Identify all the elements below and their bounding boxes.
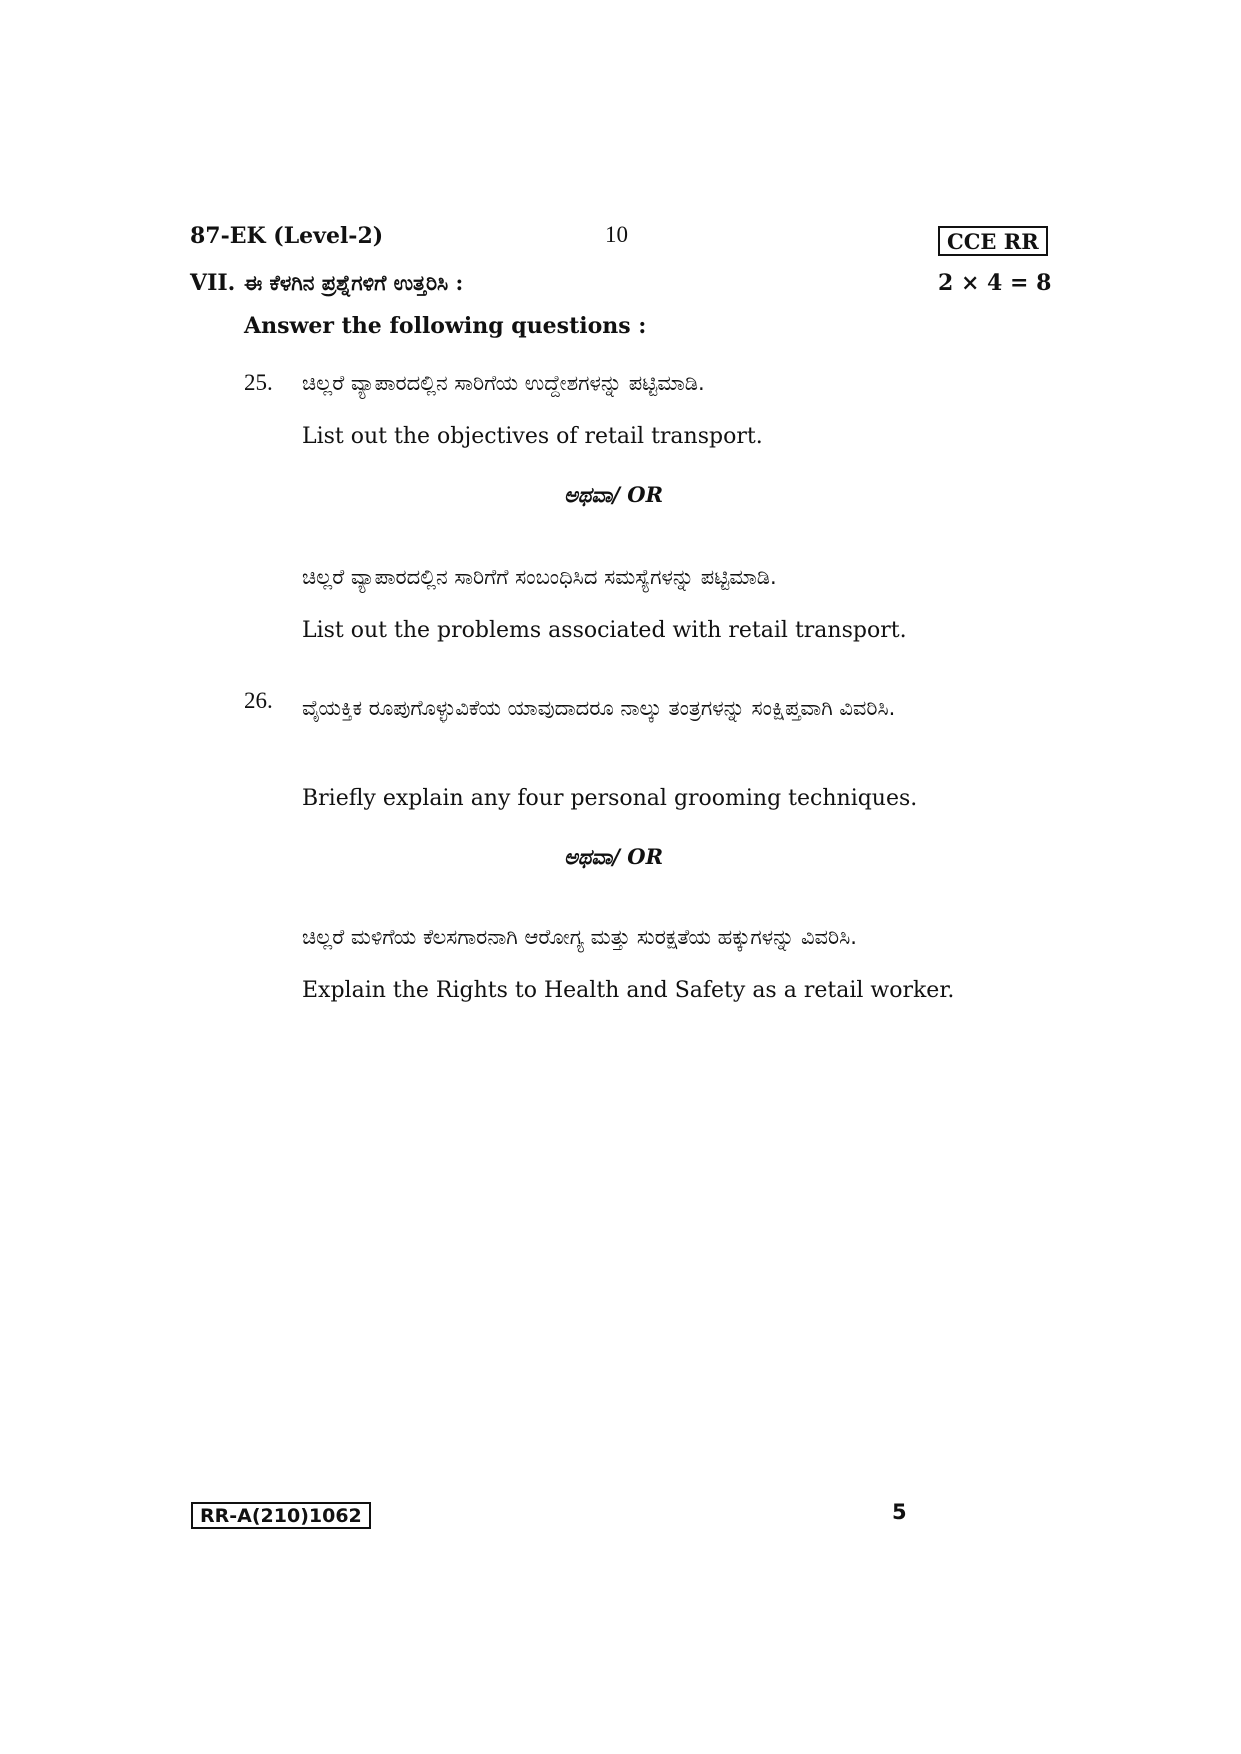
question-number-25: 25. <box>244 370 273 395</box>
section-marks: 2 × 4 = 8 <box>938 270 1052 296</box>
or-separator-26: ಅಥವಾ/ OR <box>564 844 664 869</box>
section-title-kannada: ಈ ಕೆಳಗಿನ ಪ್ರಶ್ನೆಗಳಿಗೆ ಉತ್ತರಿಸಿ : <box>244 270 464 295</box>
question-25-english: List out the objectives of retail transport. <box>302 424 763 449</box>
paper-code: 87-EK (Level-2) <box>190 223 384 249</box>
question-number-26: 26. <box>244 688 273 713</box>
question-26-alt-kannada: ಚಿಲ್ಲರೆ ಮಳಿಗೆಯ ಕೆಲಸಗಾರನಾಗಿ ಆರೋಗ್ಯ ಮತ್ತು ಸುರಕ್ಷತೆಯ ಹಕ್ಕುಗಳನ್ನು ವಿವರಿಸಿ. <box>302 925 857 949</box>
page-number: 10 <box>605 222 628 247</box>
footer-code: RR-A(210)1062 <box>191 1502 371 1529</box>
section-title-english: Answer the following questions : <box>244 313 647 339</box>
question-25-alt-kannada: ಚಿಲ್ಲರೆ ವ್ಯಾಪಾರದಲ್ಲಿನ ಸಾರಿಗೆಗೆ ಸಂಬಂಧಿಸಿದ ಸಮಸ್ಯೆಗಳನ್ನು ಪಟ್ಟಿಮಾಡಿ. <box>302 565 777 589</box>
question-26-kannada: ವೈಯಕ್ತಿಕ ರೂಪುಗೊಳ್ಳುವಿಕೆಯ ಯಾವುದಾದರೂ ನಾಲ್ಕು ತಂತ್ರಗಳನ್ನು ಸಂಕ್ಷಿಪ್ತವಾಗಿ ವಿವರಿಸಿ. <box>302 696 896 720</box>
series-badge: CCE RR <box>938 226 1048 256</box>
question-25-alt-english: List out the problems associated with retail transport. <box>302 618 907 643</box>
or-separator-25: ಅಥವಾ/ OR <box>564 482 664 507</box>
question-26-alt-english: Explain the Rights to Health and Safety as a retail worker. <box>302 978 955 1003</box>
sheet-number: 5 <box>892 1500 907 1524</box>
section-number: VII. <box>190 270 236 296</box>
question-26-english: Briefly explain any four personal grooming techniques. <box>302 786 918 811</box>
question-25-kannada: ಚಿಲ್ಲರೆ ವ್ಯಾಪಾರದಲ್ಲಿನ ಸಾರಿಗೆಯ ಉದ್ದೇಶಗಳನ್ನು ಪಟ್ಟಿಮಾಡಿ. <box>302 371 705 395</box>
